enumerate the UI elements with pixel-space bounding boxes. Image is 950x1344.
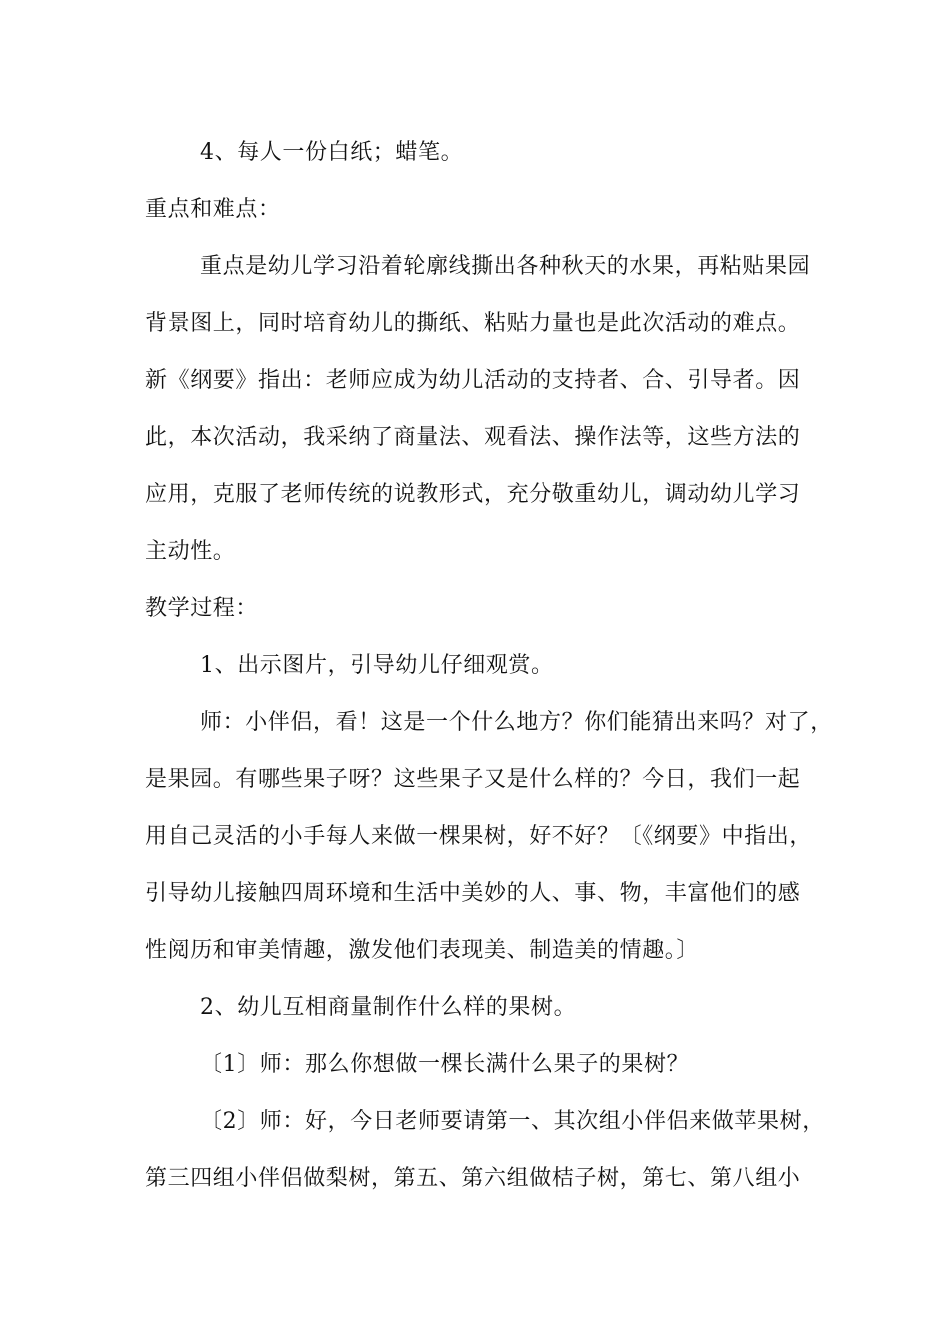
step-2: 2、幼儿互相商量制作什么样的果树。 [200,995,577,1020]
paragraph-line: 性阅历和审美情趣，激发他们表现美、制造美的情趣。〕 [145,938,700,963]
heading-teaching-process: 教学过程： [145,596,259,621]
sub-step-1: 〔1〕师：那么你想做一棵长满什么果子的果树？ [200,1052,690,1077]
paragraph-line: 新《纲要》指出：老师应成为幼儿活动的支持者、合、引导者。因 [145,368,801,393]
paragraph-line: 第三四组小伴侣做梨树，第五、第六组做桔子树，第七、第八组小 [145,1166,801,1191]
paragraph-line: 主动性。 [145,539,236,564]
materials-item-4: 4、每人一份白纸；蜡笔。 [200,140,464,165]
paragraph-line: 背景图上，同时培育幼儿的撕纸、粘贴力量也是此次活动的难点。 [145,311,801,336]
paragraph-line: 引导幼儿接触四周环境和生活中美妙的人、事、物，丰富他们的感 [145,881,801,906]
paragraph-line: 此，本次活动，我采纳了商量法、观看法、操作法等，这些方法的 [145,425,801,450]
heading-key-points: 重点和难点： [145,197,281,222]
paragraph-line: 师：小伴侣，看！这是一个什么地方？你们能猜出来吗？对了， [200,710,833,735]
sub-step-2: 〔2〕师：好，今日老师要请第一、其次组小伴侣来做苹果树， [200,1109,825,1134]
paragraph-line: 应用，克服了老师传统的说教形式，充分敬重幼儿，调动幼儿学习 [145,482,801,507]
step-1: 1、出示图片，引导幼儿仔细观赏。 [200,653,554,678]
paragraph-line: 重点是幼儿学习沿着轮廓线撕出各种秋天的水果，再粘贴果园 [200,254,811,279]
paragraph-line: 用自己灵活的小手每人来做一棵果树，好不好？〔《纲要》中指出， [145,824,813,849]
paragraph-line: 是果园。有哪些果子呀？这些果子又是什么样的？今日，我们一起 [145,767,801,792]
